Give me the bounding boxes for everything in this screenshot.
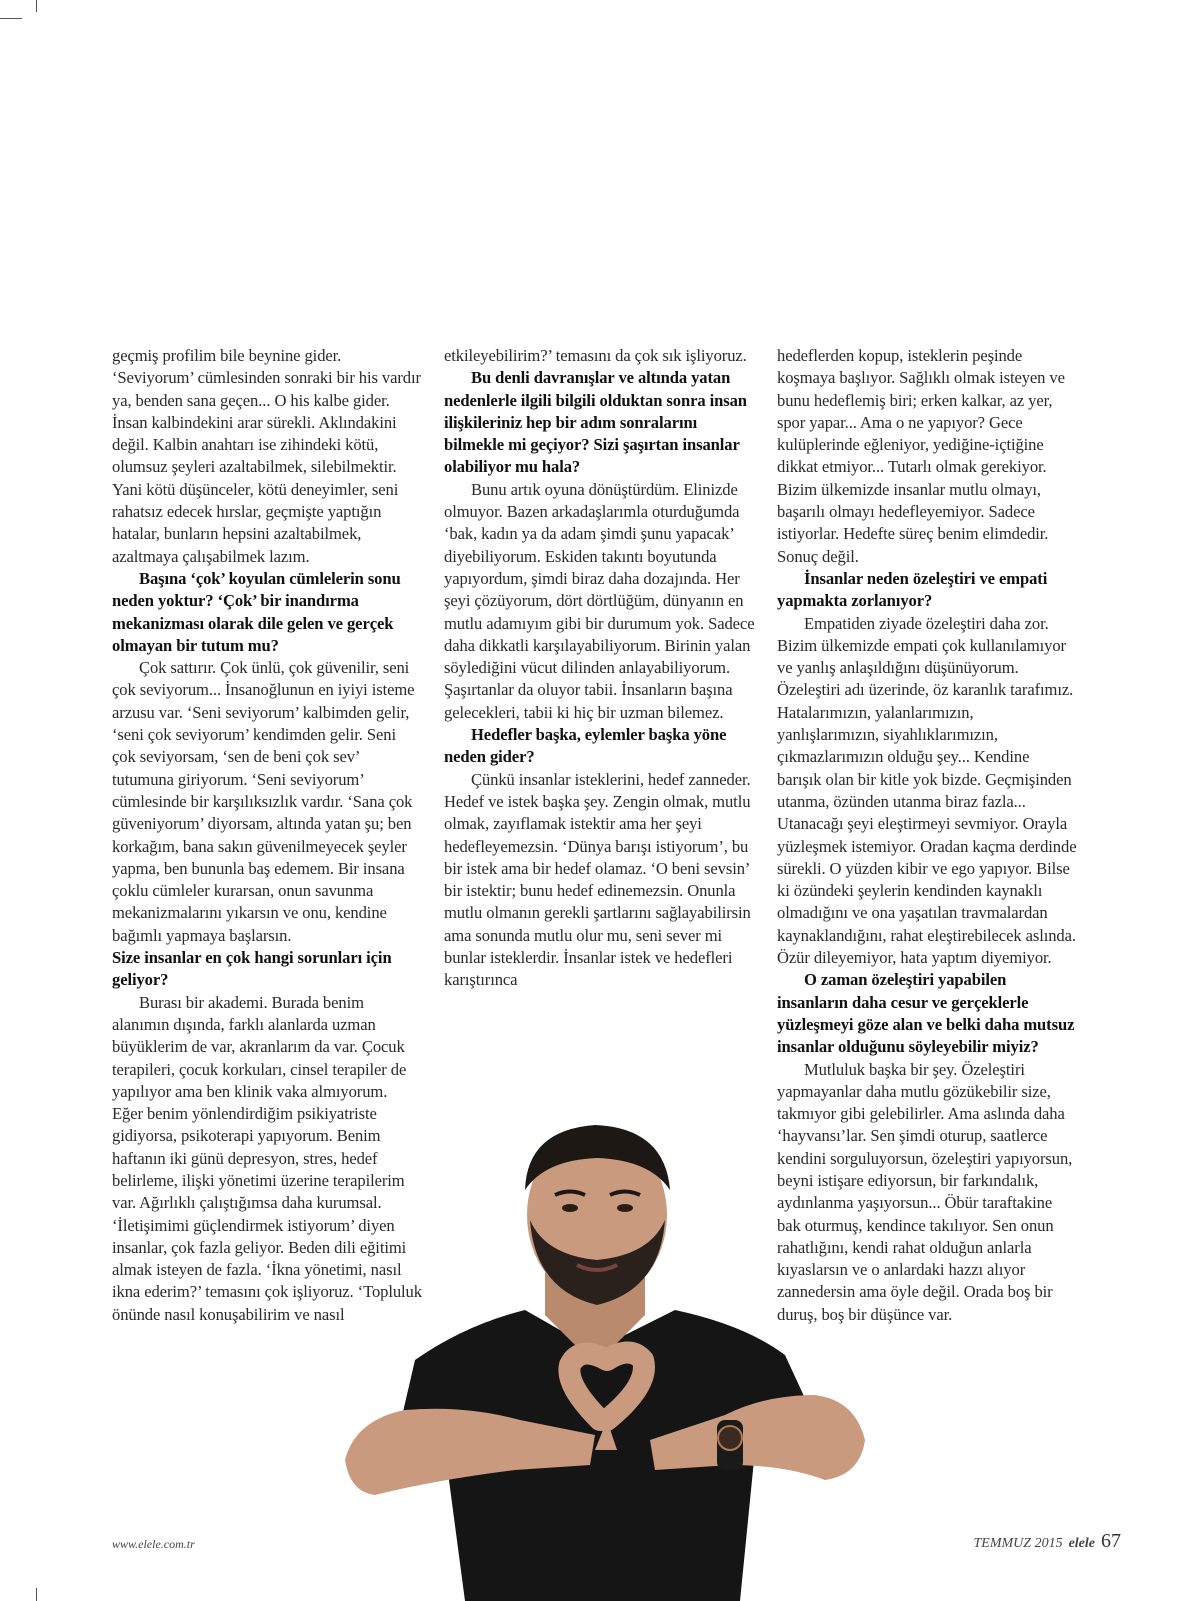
interview-answer: Empatiden ziyade özeleştiri daha zor. Bizim ülkemizde empati çok kullanılamıyor ve yanlış anlaşıldığını düşünüyorum. Özeleştiri adı üzerinde, öz karanlık tarafımız. Hatalarımızın, yalanlarımızın, yanlışlarımızın, siyahlıklarımızın, çıkmazlarımızın olduğu şey... Kendine barışık olan bir kitle yok bizde. Geçmişinden utanma, özünden utanma biraz fazla... Utanacağı şeyi eleştirmeyi sevmiyor. Orayla yüzleşmek istemiyor. Oradan kaçma derdinde sürekli. O yüzden kibir ve ego yapıyor. Bilse ki özündeki şeylerin kendinden kaynaklı olmadığını ve ona yaşatılan travmalardan kaynaklandığını, rahat eleştirebilecek aslında. Özür dileyemiyor, hata yaptım diyemiyor. (777, 613, 1077, 968)
magazine-brand: elele (1068, 1536, 1095, 1551)
crop-mark-bottom-left-v (36, 1588, 37, 1601)
interview-question: Hedefler başka, eylemler başka yöne neden gider? (444, 725, 727, 767)
crop-mark-top-left-h (0, 18, 22, 19)
page-footer (974, 1530, 1121, 1553)
interview-answer: Mutluluk başka bir şey. Özeleştiri yapmayanlar daha mutlu gözükebilir size, takmıyor gibi gelebilirler. Ama aslında daha ‘hayvansı’lar. Sen şimdi oturup, saatlerce kendini sorguluyorsun, özeleştiri yapıyorsun, beyni istişare ediyorsun, bir farkındalık, aydınlanma yaşıyorsun... Öbür taraftakine bak oturmuş, kendince takılıyor. Sen onun rahatlığını, kendi rahat olduğun anlarla kıyaslarsın ve o anlardaki hazzı alıyor zannedersin ama öyle değil. Orada boş bir duruş, boş bir düşünce var. (777, 1059, 1073, 1324)
interview-answer: Çünkü insanlar isteklerini, hedef zanneder. Hedef ve istek başka şey. Zengin olmak, mutlu olmak, zayıflamak istektir ama her şeyi hedefleyemezsin. ‘Dünya barışı istiyorum’, bu bir istek ama bir hedef olamaz. ‘O beni sevsin’ bir istektir; bunu hedef edinemezsin. Onunla mutlu olmanın gerekli şartlarını sağlayabilirsin ama sonunda mutlu olur mu, seni sever mi bunlar isteklerdir. İnsanlar istek ve hedefleri karıştırınca (444, 769, 751, 990)
interview-answer: Bunu artık oyuna dönüştürdüm. Elinizde olmuyor. Bazen arkadaşlarımla oturduğumda ‘bak, kadın ya da adam şimdi şunu yapacak’ diyebiliyorum. Eskiden takıntı boyutunda yapıyordum, şimdi biraz daha dozajında. Her şeyi çözüyorum, dört dörtlüğüm, dünyanın en mutlu adamıyım gibi bir durumum yok. Sadece daha dikkatli karşılayabiliyorum. Birinin yalan söylediğini vücut dilinden anlayabiliyorum. Şaşırtanlar da oluyor tabii. İnsanların başına gelecekleri, tabii ki hiç bir uzman bilemez. (444, 479, 755, 722)
interview-answer: Çok sattırır. Çok ünlü, çok güvenilir, seni çok seviyorum... İnsanoğlunun en iyiyi isteme arzusu var. ‘Seni seviyorum’ kalbimden gelir, ‘seni çok seviyorum’ kendimden gelir. Seni çok seviyorsam, ‘sen de beni çok sev’ tutumuna giriyorum. ‘Seni seviyorum’ cümlesinde bir karşılıksızlık vardır. ‘Sana çok güveniyorum’ diyorsam, altında yatan şu; ben korkağım, bana sakın güvenilmeyecek şeyler yapma, ben bununla baş edemem. Bir insana çoklu cümleler kurarsan, onun savunma mekanizmalarını yıkarsın ve onu, kendine bağımlı yapmaya başlarsın. (112, 658, 415, 945)
interview-question: Size insanlar en çok hangi sorunları için geliyor? (112, 948, 392, 990)
interviewee-photo (345, 1120, 865, 1601)
continued-text: etkileyebilirim?’ temasını da çok sık işliyoruz. (444, 346, 747, 365)
article-column-2 (444, 345, 756, 992)
interview-question: Başına ‘çok’ koyulan cümlelerin sonu neden yoktur? ‘Çok’ bir inandırma mekanizması olarak dile gelen ve gerçek olmayan bir tutum mu? (112, 568, 401, 655)
website-url[interactable]: www.elele.com.tr (112, 1537, 195, 1551)
issue-date: TEMMUZ 2015 (973, 1536, 1063, 1551)
interview-question: Bu denli davranışlar ve altında yatan nedenlerle ilgili bilgili olduktan sonra insan ilişkileriniz hep bir adım sonralarını bilmekle mi geçiyor? Sizi şaşırtan insanlar olabiliyor mu hala? (444, 368, 747, 477)
interview-answer: Burası bir akademi. Burada benim alanımın dışında, farklı alanlarda uzman büyüklerim de var, akranlarım da var. Çocuk terapileri, çocuk korkuları, cinsel terapiler de yapılıyor ama ben klinik vaka almıyorum. Eğer benim yönlendirdiğim psikiyatriste gidiyorsa, psikoterapi yapıyorum. Benim haftanın iki günü depresyon, stres, hedef belirleme, ilişki yönetimi üzerine terapilerim var. Ağırlıklı çalıştığımsa daha kurumsal. ‘İletişimimi güçlendirmek istiyorum’ diyen insanlar, çok fazla geliyor. Beden dili eğitimi almak isteyen de fazla. ‘İkna yönetimi, nasıl ikna ederim?’ temasını çok işliyoruz. ‘Topluluk önünde nasıl konuşabilirim ve nasıl (112, 992, 422, 1324)
crop-mark-top-left-v (36, 0, 37, 12)
interview-question: O zaman özeleştiri yapabilen insanların daha cesur ve gerçeklerle yüzleşmeyi göze alan ve belki daha mutsuz insanlar olduğunu söyleyebilir miyiz? (777, 970, 1075, 1057)
continued-text: hedeflerden kopup, isteklerin peşinde koşmaya başlıyor. Sağlıklı olmak isteyen ve bunu hedeflemiş biri; erken kalkar, az yer, spor yapar... Ama o ne yapıyor? Gece kulüplerinde eğleniyor, yediğine-içtiğine dikkat etmiyor... Tutarlı olmak gerekiyor. Bizim ülkemizde insanlar mutlu olmayı, başarılı olmayı hedefleyemiyor. Sadece istiyorlar. Hedefte süreç benim elimdedir. Sonuç değil. (777, 346, 1065, 566)
continued-text: geçmiş profilim bile beynine gider. ‘Seviyorum’ cümlesinden sonraki bir his vardır ya, benden sana geçen... O his kalbe gider. İnsan kalbindekini arar sürekli. Aklındakini değil. Kalbin anahtarı ise zihindeki kötü, olumsuz şeyleri azaltabilmek, silebilmektir. Yani kötü düşünceler, kötü deneyimler, seni rahatsız edecek hırslar, geçmişte yaptığın hatalar, bunların hepsini azaltabilmek, azaltmaya çalışabilmek lazım. (112, 346, 421, 566)
page-number: 67 (1101, 1530, 1121, 1552)
interview-question: İnsanlar neden özeleştiri ve empati yapmakta zorlanıyor? (777, 568, 1048, 611)
